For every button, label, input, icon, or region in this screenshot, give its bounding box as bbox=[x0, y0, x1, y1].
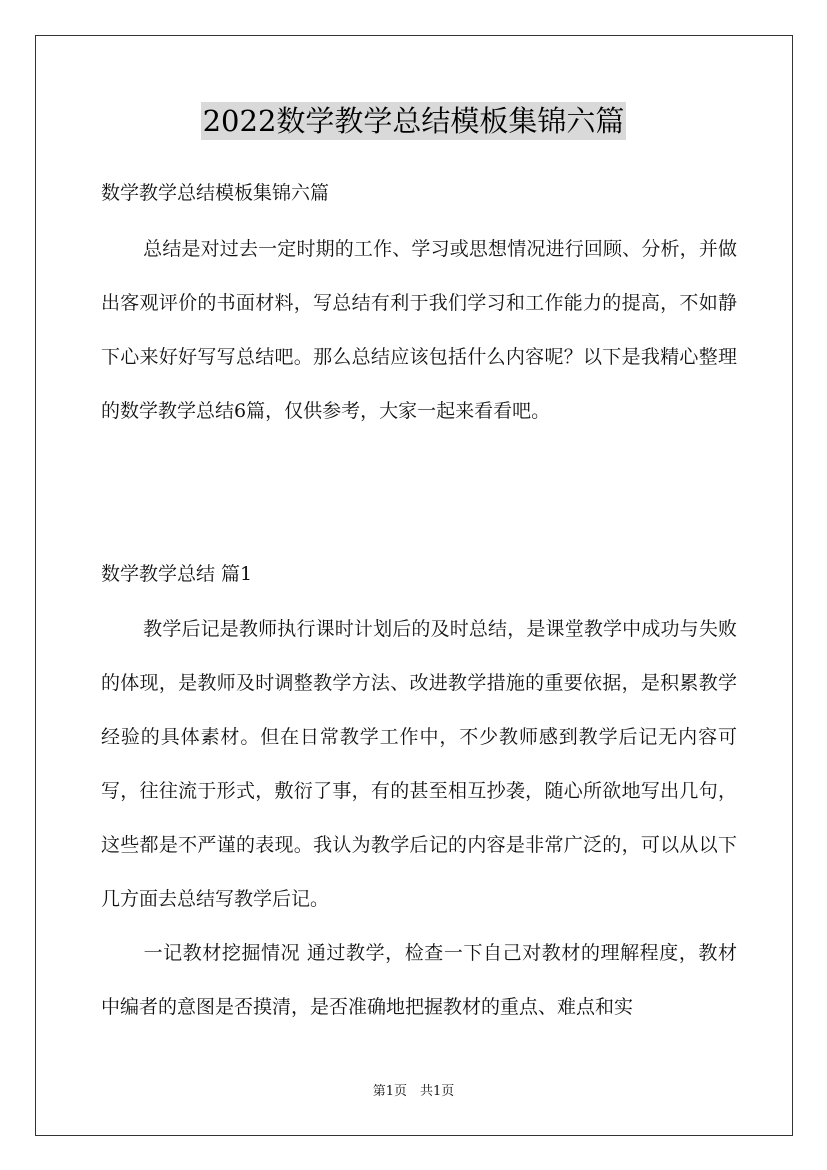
document-title: 2022数学教学总结模板集锦六篇 bbox=[202, 104, 625, 138]
title-container bbox=[0, 102, 827, 140]
section-paragraph-1-text: 教学后记是教师执行课时计划后的及时总结，是课堂教学中成功与失败的体现，是教师及时调整教学方法、改进教学措施的重要依据，是积累教学经验的具体素材。但在日常教学工作中，不少教师感到教学后记无内容可写，往往流于形式，敷衍了事，有的甚至相互抄袭，随心所欲地写出几句，这些都是不严谨的表现。我认为教学后记的内容是非常广泛的，可以从以下几方面去总结写教学后记。 bbox=[101, 618, 737, 910]
page-footer: 第1页 共1页 bbox=[372, 1084, 455, 1099]
intro-paragraph bbox=[101, 222, 737, 438]
section-heading: 数学教学总结 篇1 bbox=[101, 563, 253, 585]
section-paragraph-2-text: 一记教材挖掘情况 通过教学，检查一下自己对教材的理解程度，教材中编者的意图是否摸清，是否准确地把握教材的重点、难点和实 bbox=[101, 942, 737, 1018]
document-subtitle: 数学教学总结模板集锦六篇 bbox=[101, 182, 330, 204]
intro-paragraph-text: 总结是对过去一定时期的工作、学习或思想情况进行回顾、分析，并做出客观评价的书面材料，写总结有利于我们学习和工作能力的提高，不如静下心来好好写写总结吧。那么总结应该包括什么内容呢？以下是我精心整理的数学教学总结6篇，仅供参考，大家一起来看看吧。 bbox=[101, 238, 737, 422]
section-paragraph-1 bbox=[101, 602, 737, 926]
section-paragraph-2 bbox=[101, 926, 737, 1034]
